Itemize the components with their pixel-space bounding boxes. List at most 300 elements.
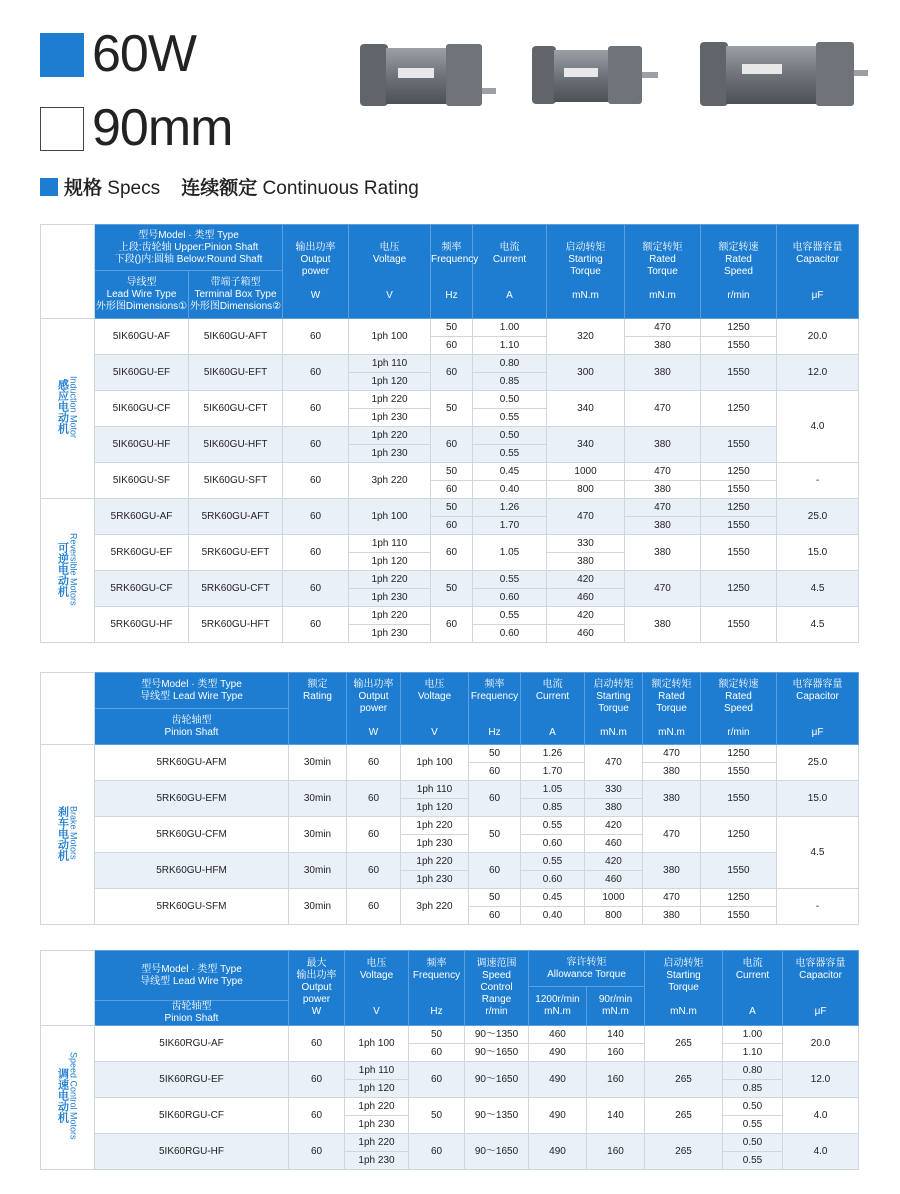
model-type-header: 型号Model · 类型 Type 上段:齿轮轴 Upper:Pinion Shaft 下段()内:圆轴 Below:Round Shaft bbox=[95, 225, 283, 271]
terminal-box-model: 5IK60GU-SFT bbox=[189, 463, 283, 499]
rated-torque-value: 380 bbox=[625, 337, 701, 355]
lead-wire-model: 5RK60GU-AF bbox=[95, 499, 189, 535]
rated-torque-value: 380 bbox=[643, 781, 701, 817]
output-value: 60 bbox=[347, 889, 401, 925]
lead-wire-model: 5IK60GU-HF bbox=[95, 427, 189, 463]
current-value: 0.55 bbox=[473, 571, 547, 589]
voltage-value: 1ph 220 bbox=[345, 1134, 409, 1152]
frequency-value: 60 bbox=[409, 1134, 465, 1170]
frequency-value: 60 bbox=[469, 763, 521, 781]
starting-torque-value: 265 bbox=[645, 1026, 723, 1062]
frequency-value: 50 bbox=[409, 1026, 465, 1044]
current-value: 0.45 bbox=[473, 463, 547, 481]
rated-speed-value: 1550 bbox=[701, 337, 777, 355]
lead-wire-model: 5IK60GU-AF bbox=[95, 319, 189, 355]
capacitor-value: 20.0 bbox=[777, 319, 859, 355]
current-value: 0.55 bbox=[521, 817, 585, 835]
capacitor-value: 25.0 bbox=[777, 499, 859, 535]
capacitor-value: - bbox=[777, 463, 859, 499]
rated-speed-value: 1550 bbox=[701, 907, 777, 925]
terminal-box-model: 5RK60GU-CFT bbox=[189, 571, 283, 607]
voltage-value: 1ph 110 bbox=[345, 1062, 409, 1080]
output-value: 60 bbox=[283, 571, 349, 607]
output-value: 60 bbox=[347, 853, 401, 889]
current-value: 0.55 bbox=[723, 1152, 783, 1170]
current-value: 0.55 bbox=[473, 445, 547, 463]
rated-speed-header: 额定转速 Rated Speed r/min bbox=[701, 225, 777, 319]
voltage-value: 1ph 230 bbox=[345, 1152, 409, 1170]
allowance-torque-90-value: 160 bbox=[587, 1044, 645, 1062]
frequency-value: 60 bbox=[431, 427, 473, 463]
speed-range-value: 90～1650 bbox=[465, 1044, 529, 1062]
voltage-value: 1ph 110 bbox=[401, 781, 469, 799]
frequency-value: 50 bbox=[469, 745, 521, 763]
motor-photo-2 bbox=[532, 46, 658, 104]
lead-wire-model: 5RK60GU-CF bbox=[95, 571, 189, 607]
model-type-header: 型号Model · 类型 Type 导线型 Lead Wire Type bbox=[95, 951, 289, 1001]
allowance-torque-90-value: 140 bbox=[587, 1098, 645, 1134]
current-value: 1.26 bbox=[521, 745, 585, 763]
voltage-value: 1ph 230 bbox=[349, 625, 431, 643]
voltage-value: 1ph 220 bbox=[349, 571, 431, 589]
frequency-value: 50 bbox=[431, 463, 473, 481]
capacitor-header: 电容器容量 Capacitor μF bbox=[777, 225, 859, 319]
group-label-en: Induction Motor bbox=[68, 375, 79, 439]
pinion-shaft-header: 齿轮轴型 Pinion Shaft bbox=[95, 709, 289, 745]
starting-torque-value: 1000 bbox=[547, 463, 625, 481]
terminal-box-model: 5RK60GU-HFT bbox=[189, 607, 283, 643]
starting-torque-header: 启动转矩 Starting Torque mN.m bbox=[547, 225, 625, 319]
rated-speed-value: 1250 bbox=[701, 463, 777, 481]
capacitor-value: 4.0 bbox=[777, 391, 859, 463]
current-value: 0.60 bbox=[473, 625, 547, 643]
brake-motor-spec-table bbox=[40, 672, 859, 925]
voltage-header: 电压 Voltage V bbox=[345, 951, 409, 1026]
current-value: 1.00 bbox=[723, 1026, 783, 1044]
table-row bbox=[41, 745, 859, 763]
capacitor-value: 25.0 bbox=[777, 745, 859, 781]
allowance-90-header: 90r/min mN.m bbox=[587, 987, 645, 1026]
voltage-value: 1ph 100 bbox=[401, 745, 469, 781]
rated-torque-header: 额定转矩 Rated Torque mN.m bbox=[643, 673, 701, 745]
rated-speed-value: 1550 bbox=[701, 781, 777, 817]
capacitor-header: 电容器容量 Capacitor μF bbox=[777, 673, 859, 745]
current-value: 0.60 bbox=[521, 835, 585, 853]
frequency-value: 50 bbox=[431, 571, 473, 607]
starting-torque-value: 470 bbox=[547, 499, 625, 535]
starting-torque-value: 460 bbox=[585, 835, 643, 853]
starting-torque-value: 320 bbox=[547, 319, 625, 355]
group-label bbox=[57, 806, 79, 861]
rating-title-cn: 连续额定 bbox=[181, 178, 258, 199]
current-header: 电流 Current A bbox=[521, 673, 585, 745]
starting-torque-value: 420 bbox=[547, 607, 625, 625]
rated-torque-header: 额定转矩 Rated Torque mN.m bbox=[625, 225, 701, 319]
side-header-blank bbox=[41, 225, 95, 319]
table-row bbox=[41, 1062, 859, 1080]
table-row bbox=[41, 607, 859, 625]
table-row bbox=[41, 319, 859, 337]
rating-header: 额定 Rating bbox=[289, 673, 347, 745]
starting-torque-value: 460 bbox=[547, 589, 625, 607]
pinion-shaft-model: 5IK60RGU-EF bbox=[95, 1062, 289, 1098]
specs-heading bbox=[40, 178, 419, 200]
rated-torque-value: 470 bbox=[625, 319, 701, 337]
speed-range-value: 90～1350 bbox=[465, 1026, 529, 1044]
output-value: 60 bbox=[289, 1062, 345, 1098]
voltage-value: 1ph 230 bbox=[345, 1116, 409, 1134]
pinion-shaft-model: 5IK60RGU-CF bbox=[95, 1098, 289, 1134]
voltage-value: 1ph 100 bbox=[349, 319, 431, 355]
voltage-header: 电压 Voltage V bbox=[401, 673, 469, 745]
output-value: 60 bbox=[347, 817, 401, 853]
voltage-value: 1ph 100 bbox=[345, 1026, 409, 1062]
allowance-torque-1200-value: 490 bbox=[529, 1134, 587, 1170]
speed-range-header: 调速范围 Speed Control Range r/min bbox=[465, 951, 529, 1026]
side-header-blank bbox=[41, 951, 95, 1026]
motor-photos bbox=[350, 30, 870, 120]
terminal-box-model: 5IK60GU-AFT bbox=[189, 319, 283, 355]
induction-group-label bbox=[41, 319, 95, 499]
terminal-box-header: 带端子箱型 Terminal Box Type 外形图Dimensions② bbox=[189, 271, 283, 319]
capacitor-value: 15.0 bbox=[777, 781, 859, 817]
starting-torque-value: 300 bbox=[547, 355, 625, 391]
pinion-shaft-model: 5RK60GU-EFM bbox=[95, 781, 289, 817]
current-value: 1.05 bbox=[521, 781, 585, 799]
voltage-value: 1ph 220 bbox=[401, 817, 469, 835]
rated-torque-value: 380 bbox=[625, 607, 701, 643]
current-header: 电流 Current A bbox=[473, 225, 547, 319]
starting-torque-value: 460 bbox=[585, 871, 643, 889]
output-value: 60 bbox=[283, 391, 349, 427]
current-value: 0.55 bbox=[521, 853, 585, 871]
rated-torque-value: 470 bbox=[625, 499, 701, 517]
rated-speed-value: 1550 bbox=[701, 535, 777, 571]
frequency-value: 60 bbox=[409, 1062, 465, 1098]
frequency-value: 50 bbox=[469, 817, 521, 853]
rated-torque-value: 380 bbox=[643, 907, 701, 925]
output-value: 60 bbox=[283, 319, 349, 355]
frequency-value: 50 bbox=[431, 499, 473, 517]
output-value: 60 bbox=[289, 1134, 345, 1170]
voltage-value: 1ph 100 bbox=[349, 499, 431, 535]
model-type-header: 型号Model · 类型 Type 导线型 Lead Wire Type bbox=[95, 673, 289, 709]
current-value: 0.40 bbox=[473, 481, 547, 499]
allowance-torque-header: 容许转矩 Allowance Torque bbox=[529, 951, 645, 987]
pinion-shaft-model: 5RK60GU-CFM bbox=[95, 817, 289, 853]
starting-torque-value: 380 bbox=[547, 553, 625, 571]
group-label bbox=[57, 1052, 79, 1140]
table-row bbox=[41, 499, 859, 517]
rated-speed-value: 1250 bbox=[701, 499, 777, 517]
current-value: 0.85 bbox=[521, 799, 585, 817]
starting-torque-value: 380 bbox=[585, 799, 643, 817]
output-value: 60 bbox=[289, 1098, 345, 1134]
output-value: 60 bbox=[347, 781, 401, 817]
capacitor-value: 12.0 bbox=[777, 355, 859, 391]
rated-speed-value: 1550 bbox=[701, 853, 777, 889]
current-value: 1.10 bbox=[723, 1044, 783, 1062]
rated-torque-value: 470 bbox=[625, 571, 701, 607]
voltage-value: 1ph 220 bbox=[349, 607, 431, 625]
rated-torque-value: 380 bbox=[625, 427, 701, 463]
frequency-header: 频率 Frequency Hz bbox=[409, 951, 465, 1026]
rated-torque-value: 380 bbox=[625, 517, 701, 535]
current-value: 0.55 bbox=[723, 1116, 783, 1134]
rating-value: 30min bbox=[289, 817, 347, 853]
current-value: 0.50 bbox=[723, 1098, 783, 1116]
brake-group-label bbox=[41, 745, 95, 925]
rating-value: 30min bbox=[289, 853, 347, 889]
terminal-box-model: 5RK60GU-EFT bbox=[189, 535, 283, 571]
rated-speed-value: 1550 bbox=[701, 517, 777, 535]
voltage-value: 1ph 220 bbox=[401, 853, 469, 871]
lead-wire-model: 5RK60GU-HF bbox=[95, 607, 189, 643]
capacitor-value: 4.5 bbox=[777, 607, 859, 643]
rated-speed-value: 1550 bbox=[701, 355, 777, 391]
pinion-shaft-model: 5RK60GU-SFM bbox=[95, 889, 289, 925]
speed-control-group-label bbox=[41, 1026, 95, 1170]
table-row bbox=[41, 427, 859, 445]
table-row bbox=[41, 535, 859, 553]
voltage-value: 3ph 220 bbox=[401, 889, 469, 925]
output-value: 60 bbox=[283, 607, 349, 643]
power-title: 60W bbox=[92, 25, 196, 83]
current-value: 0.40 bbox=[521, 907, 585, 925]
current-value: 0.60 bbox=[473, 589, 547, 607]
output-value: 60 bbox=[283, 463, 349, 499]
lead-wire-header: 导线型 Lead Wire Type 外形图Dimensions① bbox=[95, 271, 189, 319]
starting-torque-value: 420 bbox=[585, 853, 643, 871]
frequency-value: 60 bbox=[431, 607, 473, 643]
terminal-box-model: 5RK60GU-AFT bbox=[189, 499, 283, 535]
current-value: 0.60 bbox=[521, 871, 585, 889]
allowance-1200-header: 1200r/min mN.m bbox=[529, 987, 587, 1026]
table-row bbox=[41, 355, 859, 373]
white-square-marker bbox=[40, 107, 84, 151]
voltage-value: 1ph 110 bbox=[349, 535, 431, 553]
output-header: 输出功率 Output power W bbox=[283, 225, 349, 319]
current-value: 1.00 bbox=[473, 319, 547, 337]
starting-torque-value: 800 bbox=[547, 481, 625, 499]
current-value: 0.85 bbox=[473, 373, 547, 391]
current-value: 0.80 bbox=[473, 355, 547, 373]
voltage-value: 1ph 230 bbox=[401, 871, 469, 889]
output-value: 60 bbox=[283, 499, 349, 535]
starting-torque-header: 启动转矩 Starting Torque mN.m bbox=[585, 673, 643, 745]
rating-value: 30min bbox=[289, 889, 347, 925]
max-output-header: 最大 输出功率 Output power W bbox=[289, 951, 345, 1026]
allowance-torque-1200-value: 490 bbox=[529, 1044, 587, 1062]
rating-value: 30min bbox=[289, 745, 347, 781]
pinion-shaft-model: 5RK60GU-AFM bbox=[95, 745, 289, 781]
pinion-shaft-header: 齿轮轴型 Pinion Shaft bbox=[95, 1001, 289, 1026]
group-label-en: Brake Motors bbox=[68, 806, 79, 860]
specs-title-cn: 规格 bbox=[64, 178, 103, 199]
pinion-shaft-model: 5IK60RGU-HF bbox=[95, 1134, 289, 1170]
voltage-value: 1ph 230 bbox=[349, 445, 431, 463]
table-row bbox=[41, 781, 859, 799]
terminal-box-model: 5IK60GU-EFT bbox=[189, 355, 283, 391]
rated-speed-header: 额定转速 Rated Speed r/min bbox=[701, 673, 777, 745]
rated-speed-value: 1250 bbox=[701, 745, 777, 763]
rating-title-en: Continuous Rating bbox=[262, 178, 419, 199]
frequency-value: 50 bbox=[431, 391, 473, 427]
starting-torque-value: 330 bbox=[585, 781, 643, 799]
lead-wire-model: 5IK60GU-EF bbox=[95, 355, 189, 391]
group-label-cn: 调速电动机 bbox=[56, 1068, 69, 1124]
frequency-value: 60 bbox=[431, 355, 473, 391]
table-row bbox=[41, 889, 859, 907]
reversible-group-label bbox=[41, 499, 95, 643]
output-value: 60 bbox=[347, 745, 401, 781]
capacitor-value: 20.0 bbox=[783, 1026, 859, 1062]
current-value: 0.50 bbox=[723, 1134, 783, 1152]
rated-torque-value: 380 bbox=[625, 355, 701, 391]
frequency-value: 60 bbox=[469, 853, 521, 889]
rated-speed-value: 1250 bbox=[701, 391, 777, 427]
frequency-value: 60 bbox=[431, 481, 473, 499]
allowance-torque-90-value: 140 bbox=[587, 1026, 645, 1044]
lead-wire-model: 5RK60GU-EF bbox=[95, 535, 189, 571]
starting-torque-value: 330 bbox=[547, 535, 625, 553]
starting-torque-value: 1000 bbox=[585, 889, 643, 907]
rated-speed-value: 1250 bbox=[701, 817, 777, 853]
motor-photo-1 bbox=[360, 44, 496, 106]
capacitor-value: 15.0 bbox=[777, 535, 859, 571]
voltage-value: 1ph 230 bbox=[349, 589, 431, 607]
rated-torque-value: 470 bbox=[643, 817, 701, 853]
terminal-box-model: 5IK60GU-CFT bbox=[189, 391, 283, 427]
group-label-cn: 可逆电动机 bbox=[56, 541, 69, 597]
starting-torque-value: 340 bbox=[547, 391, 625, 427]
current-value: 1.26 bbox=[473, 499, 547, 517]
group-label-en: Speed Control Motors bbox=[68, 1052, 79, 1140]
blue-square-marker bbox=[40, 33, 84, 77]
frequency-value: 60 bbox=[431, 337, 473, 355]
group-label-cn: 感应电动机 bbox=[56, 379, 69, 435]
group-label bbox=[57, 376, 79, 438]
starting-torque-value: 265 bbox=[645, 1062, 723, 1098]
voltage-value: 1ph 120 bbox=[349, 373, 431, 391]
output-header: 输出功率 Output power W bbox=[347, 673, 401, 745]
starting-torque-value: 470 bbox=[585, 745, 643, 781]
current-header: 电流 Current A bbox=[723, 951, 783, 1026]
table-row bbox=[41, 853, 859, 871]
frequency-header: 频率 Frequency Hz bbox=[469, 673, 521, 745]
starting-torque-header: 启动转矩 Starting Torque mN.m bbox=[645, 951, 723, 1026]
group-label bbox=[57, 533, 79, 606]
motor-photo-3 bbox=[700, 42, 868, 106]
induction-reversible-spec-table bbox=[40, 224, 859, 643]
current-value: 1.70 bbox=[473, 517, 547, 535]
rated-speed-value: 1550 bbox=[701, 427, 777, 463]
capacitor-value: 12.0 bbox=[783, 1062, 859, 1098]
starting-torque-value: 420 bbox=[585, 817, 643, 835]
current-value: 0.50 bbox=[473, 427, 547, 445]
voltage-value: 1ph 230 bbox=[401, 835, 469, 853]
rated-torque-value: 380 bbox=[643, 763, 701, 781]
frame-title: 90mm bbox=[92, 99, 233, 157]
voltage-value: 3ph 220 bbox=[349, 463, 431, 499]
starting-torque-value: 460 bbox=[547, 625, 625, 643]
starting-torque-value: 800 bbox=[585, 907, 643, 925]
capacitor-value: 4.5 bbox=[777, 571, 859, 607]
rated-torque-value: 470 bbox=[625, 463, 701, 481]
starting-torque-value: 420 bbox=[547, 571, 625, 589]
starting-torque-value: 265 bbox=[645, 1098, 723, 1134]
speed-range-value: 90～1350 bbox=[465, 1098, 529, 1134]
specs-title-en: Specs bbox=[107, 178, 161, 199]
allowance-torque-1200-value: 490 bbox=[529, 1062, 587, 1098]
current-value: 0.45 bbox=[521, 889, 585, 907]
pinion-shaft-model: 5IK60RGU-AF bbox=[95, 1026, 289, 1062]
output-value: 60 bbox=[283, 355, 349, 391]
table-row bbox=[41, 817, 859, 835]
specs-marker bbox=[40, 178, 58, 196]
voltage-value: 1ph 230 bbox=[349, 409, 431, 427]
frequency-value: 60 bbox=[431, 517, 473, 535]
capacitor-value: 4.0 bbox=[783, 1098, 859, 1134]
rated-torque-value: 470 bbox=[643, 745, 701, 763]
voltage-header: 电压 Voltage V bbox=[349, 225, 431, 319]
frequency-header: 频率 Frequency Hz bbox=[431, 225, 473, 319]
side-header-blank bbox=[41, 673, 95, 745]
voltage-value: 1ph 120 bbox=[345, 1080, 409, 1098]
pinion-shaft-model: 5RK60GU-HFM bbox=[95, 853, 289, 889]
speed-control-spec-table bbox=[40, 950, 859, 1170]
allowance-torque-90-value: 160 bbox=[587, 1134, 645, 1170]
capacitor-value: - bbox=[777, 889, 859, 925]
speed-range-value: 90～1650 bbox=[465, 1062, 529, 1098]
lead-wire-model: 5IK60GU-SF bbox=[95, 463, 189, 499]
group-label-cn: 刹车电动机 bbox=[56, 805, 69, 861]
frequency-value: 60 bbox=[431, 535, 473, 571]
rated-speed-value: 1250 bbox=[701, 319, 777, 337]
current-value: 0.80 bbox=[723, 1062, 783, 1080]
rated-speed-value: 1550 bbox=[701, 607, 777, 643]
frequency-value: 50 bbox=[431, 319, 473, 337]
current-value: 0.50 bbox=[473, 391, 547, 409]
lead-wire-model: 5IK60GU-CF bbox=[95, 391, 189, 427]
terminal-box-model: 5IK60GU-HFT bbox=[189, 427, 283, 463]
voltage-value: 1ph 110 bbox=[349, 355, 431, 373]
voltage-value: 1ph 220 bbox=[349, 391, 431, 409]
table-row bbox=[41, 391, 859, 409]
current-value: 1.70 bbox=[521, 763, 585, 781]
rated-torque-value: 380 bbox=[643, 853, 701, 889]
frequency-value: 60 bbox=[409, 1044, 465, 1062]
table-row bbox=[41, 1026, 859, 1044]
rated-speed-value: 1250 bbox=[701, 889, 777, 907]
voltage-value: 1ph 120 bbox=[349, 553, 431, 571]
rated-torque-value: 380 bbox=[625, 535, 701, 571]
capacitor-header: 电容器容量 Capacitor μF bbox=[783, 951, 859, 1026]
current-value: 0.55 bbox=[473, 409, 547, 427]
voltage-value: 1ph 220 bbox=[345, 1098, 409, 1116]
rated-torque-value: 380 bbox=[625, 481, 701, 499]
speed-range-value: 90～1650 bbox=[465, 1134, 529, 1170]
current-value: 0.85 bbox=[723, 1080, 783, 1098]
voltage-value: 1ph 220 bbox=[349, 427, 431, 445]
current-value: 1.05 bbox=[473, 535, 547, 571]
frequency-value: 50 bbox=[469, 889, 521, 907]
table-row bbox=[41, 463, 859, 481]
rated-torque-value: 470 bbox=[643, 889, 701, 907]
allowance-torque-90-value: 160 bbox=[587, 1062, 645, 1098]
rated-speed-value: 1550 bbox=[701, 763, 777, 781]
rated-torque-value: 470 bbox=[625, 391, 701, 427]
